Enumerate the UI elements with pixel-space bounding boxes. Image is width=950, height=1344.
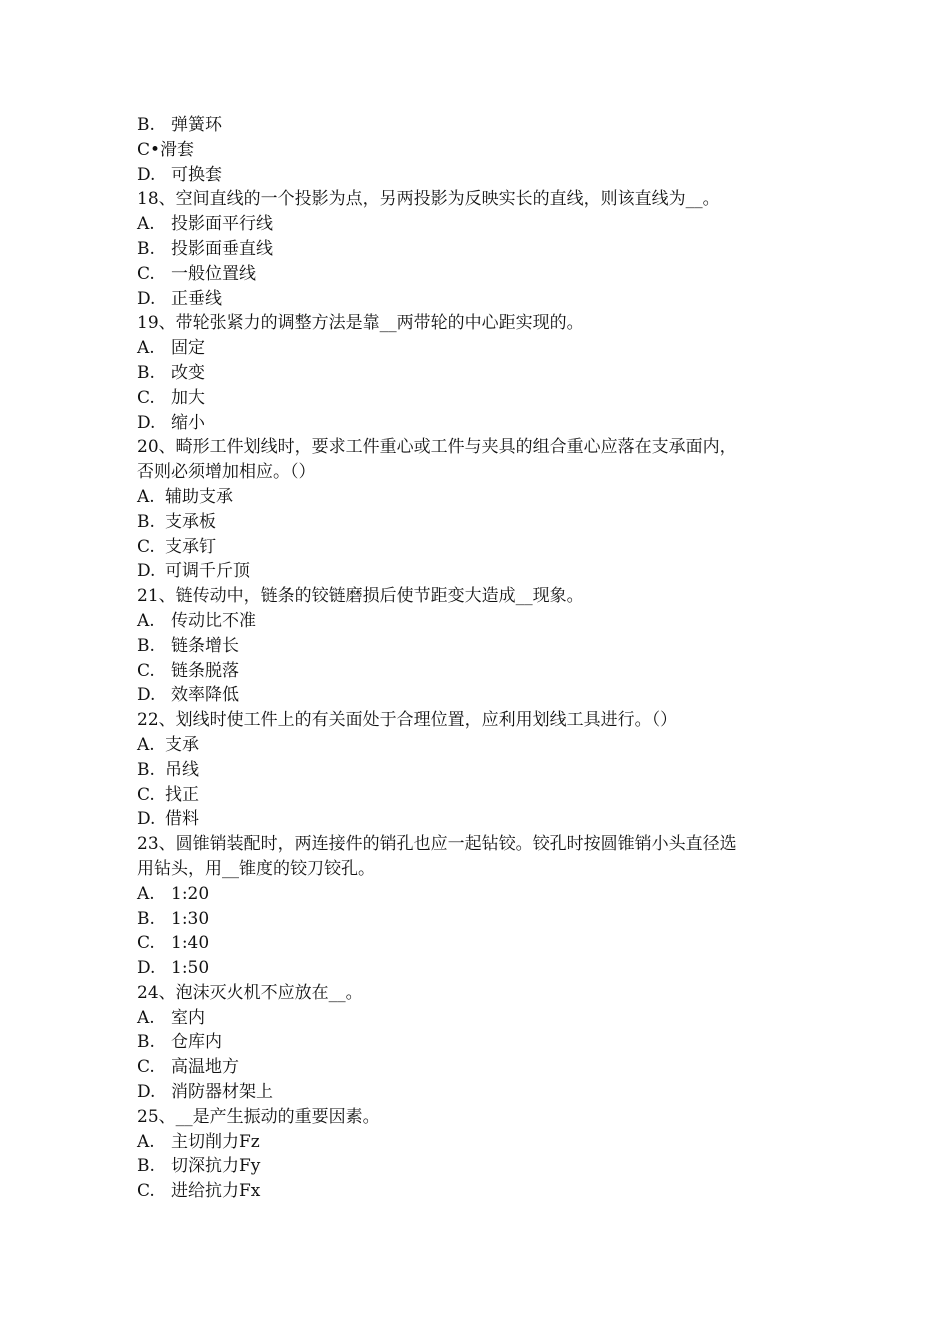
option-text: 主切削力Fz — [171, 1131, 260, 1152]
question-text: 21、链传动中，链条的铰链磨损后使节距变大造成__现象。 — [137, 586, 584, 607]
option-text: 缩小 — [171, 412, 205, 433]
option-text: 传动比不准 — [171, 610, 256, 631]
option-letter: A. — [137, 883, 155, 904]
option-text: 1:40 — [171, 933, 210, 954]
option-letter: C. — [137, 933, 155, 954]
option-text: 支承板 — [165, 511, 216, 532]
option-letter: A. — [137, 214, 155, 235]
answer-option — [137, 262, 827, 287]
answer-option — [137, 634, 827, 659]
answer-option — [137, 386, 827, 411]
option-text: 1:20 — [171, 883, 210, 904]
question-text: 23、圆锥销装配时，两连接件的销孔也应一起钻铰。铰孔时按圆锥销小头直径选 — [137, 834, 737, 855]
answer-option — [137, 535, 827, 560]
answer-option — [137, 931, 827, 956]
answer-option — [137, 1080, 827, 1105]
answer-option — [137, 956, 827, 981]
answer-option — [137, 783, 827, 808]
text-line: 用钻头，用__锥度的铰刀铰孔。 — [137, 858, 375, 879]
answer-option — [137, 1130, 827, 1155]
option-text: 投影面平行线 — [171, 214, 273, 235]
option-text: 室内 — [171, 1007, 205, 1028]
option-text: 1:30 — [171, 908, 210, 929]
option-text: 找正 — [165, 784, 199, 805]
question-text: 18、空间直线的一个投影为点，另两投影为反映实长的直线，则该直线为__。 — [137, 189, 720, 210]
option-letter: D. — [137, 1082, 156, 1103]
option-letter: D. — [137, 288, 156, 309]
option-letter: C. — [137, 263, 155, 284]
option-text: 借料 — [165, 809, 199, 830]
answer-option — [137, 1154, 827, 1179]
option-letter: C. — [137, 784, 155, 805]
answer-option — [137, 361, 827, 386]
option-text: 加大 — [171, 387, 205, 408]
option-text: 可调千斤顶 — [165, 561, 250, 582]
option-text: 1:50 — [171, 958, 210, 979]
option-text: 切深抗力Fy — [171, 1156, 261, 1177]
text-line: C•滑套 — [137, 139, 195, 160]
question-text: 20、畸形工件划线时，要求工件重心或工件与夹具的组合重心应落在支承面内， — [137, 437, 737, 458]
option-text: 投影面垂直线 — [171, 238, 273, 259]
text-line: 否则必须增加相应。（） — [137, 462, 316, 483]
answer-option — [137, 1179, 827, 1204]
answer-option — [137, 237, 827, 262]
option-letter: B. — [137, 511, 155, 532]
answer-option — [137, 609, 827, 634]
option-letter: D. — [137, 412, 156, 433]
option-letter: C. — [137, 1057, 155, 1078]
option-text: 支承钉 — [165, 536, 216, 557]
option-letter: B. — [137, 362, 155, 383]
option-text: 弹簧环 — [171, 115, 222, 135]
option-text: 高温地方 — [171, 1057, 239, 1078]
option-letter: D. — [137, 685, 156, 706]
option-letter: D. — [137, 809, 156, 830]
option-letter: C. — [137, 660, 155, 681]
answer-option — [137, 1030, 827, 1055]
option-text: 改变 — [171, 362, 205, 383]
question-text: 24、泡沫灭火机不应放在__。 — [137, 982, 363, 1003]
option-letter: B. — [137, 908, 155, 929]
answer-option — [137, 907, 827, 932]
option-letter: A. — [137, 338, 155, 359]
option-text: 固定 — [171, 338, 205, 359]
option-letter: C. — [137, 387, 155, 408]
answer-option — [137, 733, 827, 758]
option-text: 正垂线 — [171, 288, 222, 309]
option-text: 吊线 — [165, 759, 199, 780]
option-letter: B. — [137, 238, 155, 259]
option-letter: A. — [137, 486, 155, 507]
answer-option — [137, 1055, 827, 1080]
option-letter: D. — [137, 164, 156, 185]
answer-option — [137, 163, 827, 188]
answer-option — [137, 212, 827, 237]
option-letter: A. — [137, 1131, 155, 1152]
option-letter: B. — [137, 635, 155, 656]
answer-option — [137, 113, 827, 138]
answer-option — [137, 336, 827, 361]
answer-option — [137, 807, 827, 832]
exam-question-list — [137, 113, 827, 1204]
option-text: 链条增长 — [171, 635, 239, 656]
answer-option — [137, 287, 827, 312]
option-text: 进给抗力Fx — [171, 1181, 261, 1202]
option-letter: A. — [137, 1007, 155, 1028]
option-letter: B. — [137, 759, 155, 780]
option-letter: D. — [137, 561, 156, 582]
answer-option — [137, 485, 827, 510]
answer-option — [137, 758, 827, 783]
option-letter: A. — [137, 610, 155, 631]
answer-option — [137, 559, 827, 584]
answer-option — [137, 659, 827, 684]
option-text: 消防器材架上 — [171, 1082, 273, 1103]
option-letter: C. — [137, 1181, 155, 1202]
question-text: 25、__是产生振动的重要因素。 — [137, 1106, 380, 1127]
question-text: 22、划线时使工件上的有关面处于合理位置，应利用划线工具进行。（） — [137, 710, 678, 731]
question-text: 19、带轮张紧力的调整方法是靠__两带轮的中心距实现的。 — [137, 313, 584, 334]
answer-option — [137, 510, 827, 535]
answer-option — [137, 1006, 827, 1031]
option-letter: C. — [137, 536, 155, 557]
option-text: 可换套 — [171, 164, 222, 185]
option-text: 效率降低 — [171, 685, 239, 706]
option-text: 仓库内 — [171, 1032, 222, 1053]
option-text: 一般位置线 — [171, 263, 256, 284]
answer-option — [137, 882, 827, 907]
option-letter: A. — [137, 734, 155, 755]
option-text: 辅助支承 — [165, 486, 233, 507]
option-letter: B. — [137, 1032, 155, 1053]
option-text: 支承 — [165, 734, 199, 755]
answer-option — [137, 683, 827, 708]
option-letter: B. — [137, 1156, 155, 1177]
option-text: 链条脱落 — [171, 660, 239, 681]
option-letter: B. — [137, 115, 155, 135]
answer-option — [137, 411, 827, 436]
option-letter: D. — [137, 958, 156, 979]
